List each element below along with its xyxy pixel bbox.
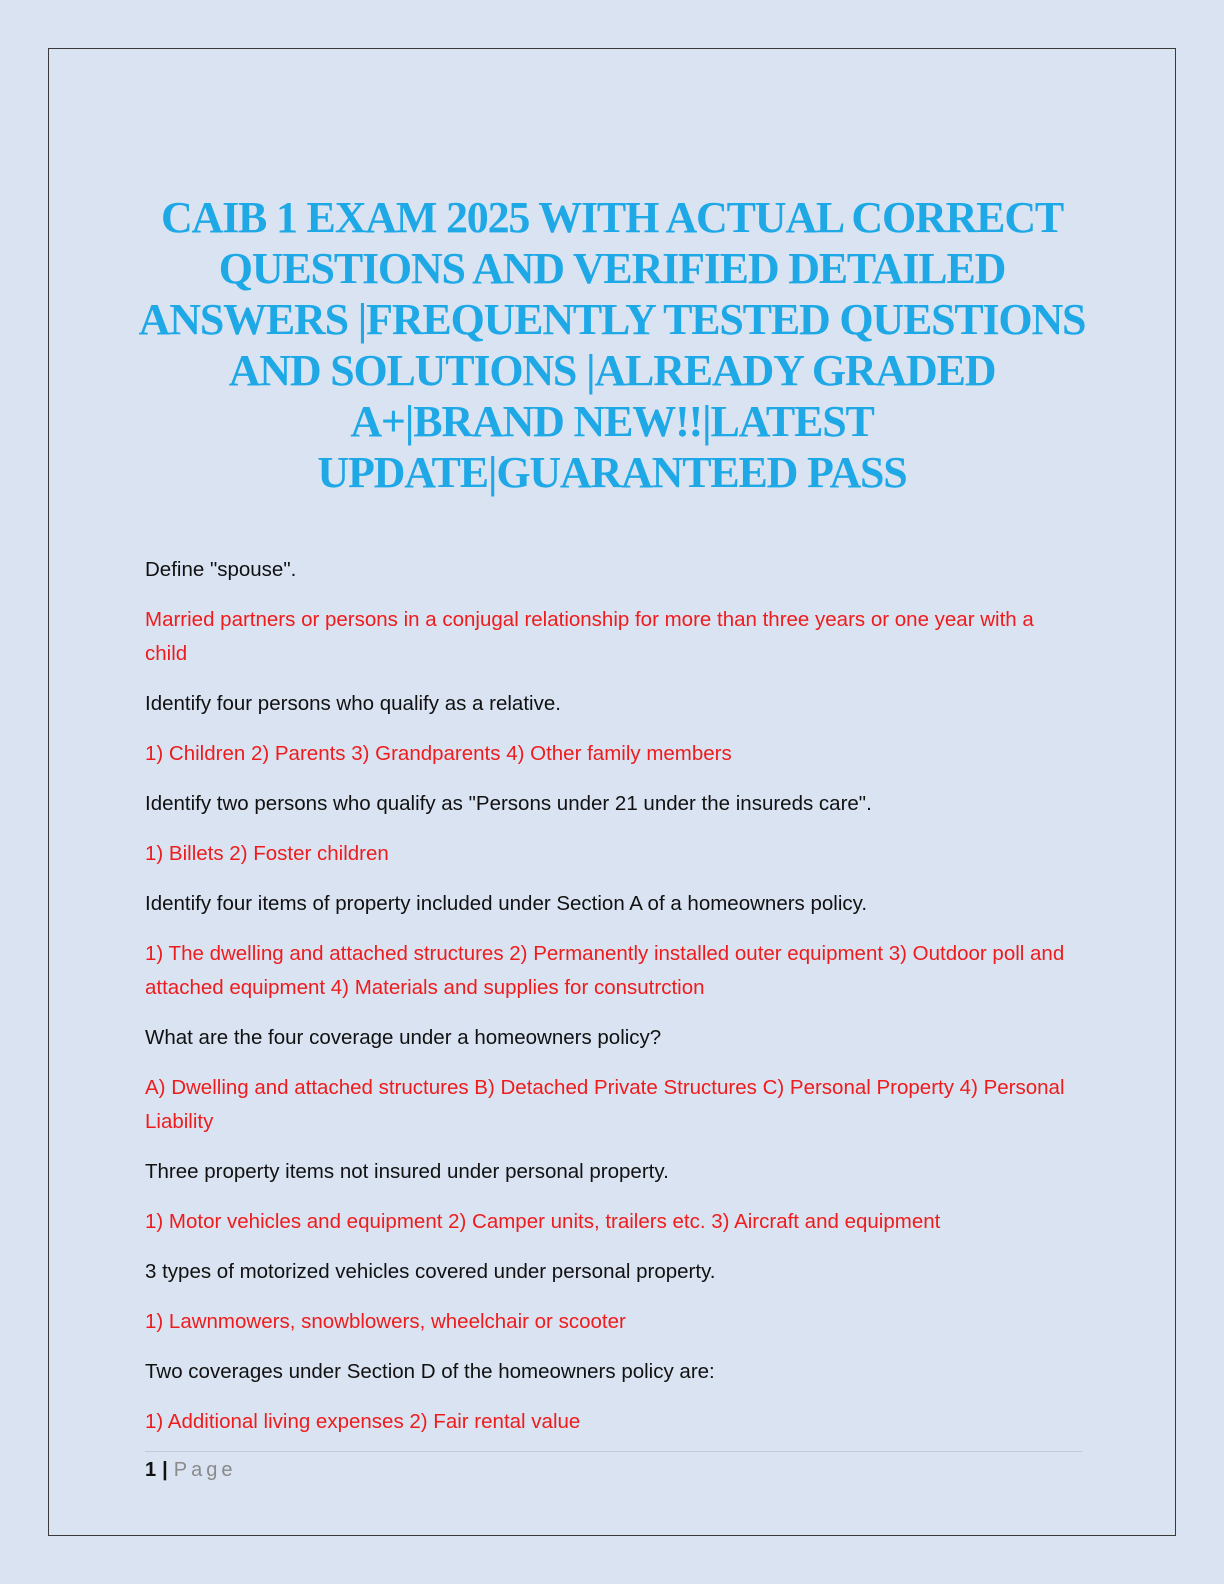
answer-6: 1) Motor vehicles and equipment 2) Camper units, trailers etc. 3) Aircraft and equipment xyxy=(145,1210,941,1233)
document-title: CAIB 1 EXAM 2025 WITH ACTUAL CORRECT QUESTIONS AND VERIFIED DETAILED ANSWERS |FREQUENTLY TESTED QUESTIONS AND SOLUTIONS |ALREADY GRADED A+|BRAND NEW!!|LATEST UPDATE|GUARANTEED PASS xyxy=(138,193,1086,497)
question-5: What are the four coverage under a homeowners policy? xyxy=(145,1026,662,1049)
qa-list xyxy=(145,553,1065,1455)
answer-3: 1) Billets 2) Foster children xyxy=(145,842,389,865)
question-3: Identify two persons who qualify as "Persons under 21 under the insureds care". xyxy=(145,792,872,815)
question-4: Identify four items of property included under Section A of a homeowners policy. xyxy=(145,892,868,915)
footer-divider xyxy=(145,1451,1082,1452)
question-7: 3 types of motorized vehicles covered under personal property. xyxy=(145,1260,716,1283)
page-separator: | xyxy=(162,1459,168,1481)
answer-7: 1) Lawnmowers, snowblowers, wheelchair or scooter xyxy=(145,1310,626,1333)
answer-4: 1) The dwelling and attached structures 2) Permanently installed outer equipment 3) Outdoor poll and attached equipment 4) Materials and supplies for consutrction xyxy=(145,942,1065,999)
question-2: Identify four persons who qualify as a relative. xyxy=(145,692,561,715)
question-6: Three property items not insured under personal property. xyxy=(145,1160,669,1183)
answer-2: 1) Children 2) Parents 3) Grandparents 4) Other family members xyxy=(145,742,732,765)
question-8: Two coverages under Section D of the homeowners policy are: xyxy=(145,1360,715,1383)
page-label: Page xyxy=(173,1459,237,1481)
page-footer xyxy=(145,1455,236,1485)
answer-5: A) Dwelling and attached structures B) Detached Private Structures C) Personal Property 4) Personal Liability xyxy=(145,1076,1065,1133)
question-1: Define "spouse". xyxy=(145,558,297,581)
answer-1: Married partners or persons in a conjugal relationship for more than three years or one year with a child xyxy=(145,608,1034,665)
answer-8: 1) Additional living expenses 2) Fair rental value xyxy=(145,1410,581,1433)
page-number: 1 xyxy=(145,1459,157,1481)
